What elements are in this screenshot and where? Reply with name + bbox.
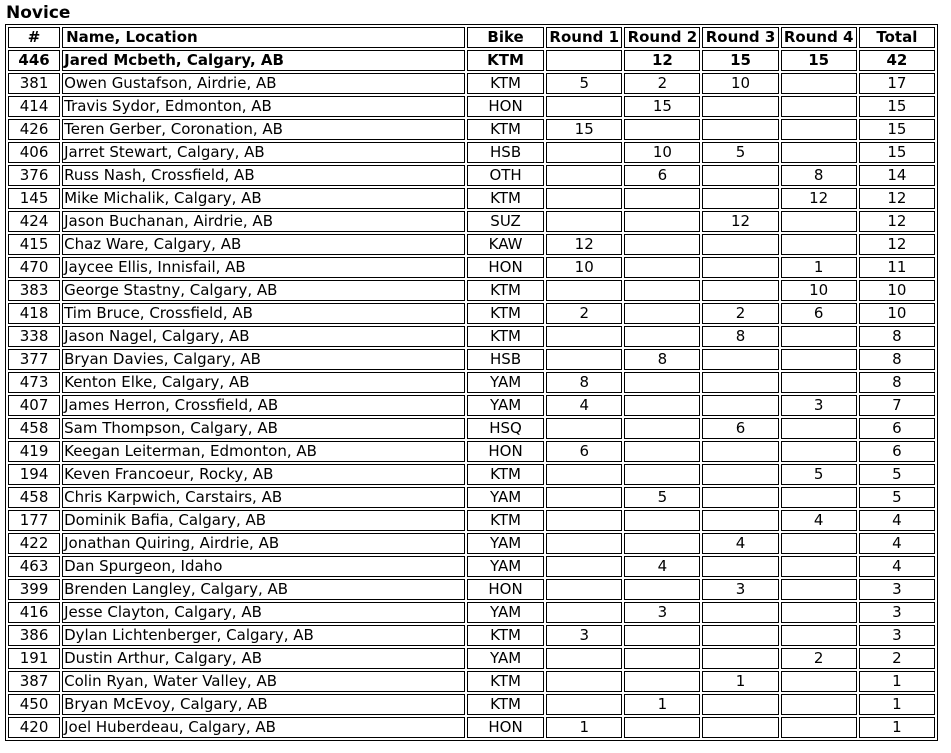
round-1-points — [546, 96, 622, 117]
header-round-1: Round 1 — [546, 27, 622, 48]
round-4-points — [781, 671, 857, 692]
round-4-points: 1 — [781, 257, 857, 278]
rider-number: 422 — [8, 533, 60, 554]
total-points: 15 — [859, 119, 935, 140]
header-row — [8, 27, 935, 48]
total-points: 42 — [859, 50, 935, 71]
round-3-points — [702, 165, 778, 186]
rider-name-location: Dominik Bafia, Calgary, AB — [62, 510, 465, 531]
round-2-points — [624, 188, 700, 209]
bike-brand: HON — [467, 96, 544, 117]
table-row — [8, 418, 935, 439]
table-row — [8, 556, 935, 577]
table-row — [8, 188, 935, 209]
round-4-points: 10 — [781, 280, 857, 301]
bike-brand: KTM — [467, 510, 544, 531]
rider-number: 458 — [8, 487, 60, 508]
round-3-points — [702, 349, 778, 370]
bike-brand: HSQ — [467, 418, 544, 439]
rider-number: 191 — [8, 648, 60, 669]
bike-brand: KTM — [467, 280, 544, 301]
round-1-points — [546, 579, 622, 600]
round-4-points — [781, 602, 857, 623]
rider-name-location: Jason Buchanan, Airdrie, AB — [62, 211, 465, 232]
rider-name-location: Teren Gerber, Coronation, AB — [62, 119, 465, 140]
total-points: 5 — [859, 464, 935, 485]
rider-name-location: Brenden Langley, Calgary, AB — [62, 579, 465, 600]
round-1-points: 8 — [546, 372, 622, 393]
round-2-points — [624, 303, 700, 324]
rider-number: 419 — [8, 441, 60, 462]
rider-name-location: Joel Huberdeau, Calgary, AB — [62, 717, 465, 738]
bike-brand: YAM — [467, 372, 544, 393]
round-2-points — [624, 326, 700, 347]
round-1-points — [546, 556, 622, 577]
bike-brand: KTM — [467, 464, 544, 485]
bike-brand: HON — [467, 579, 544, 600]
round-2-points — [624, 717, 700, 738]
rider-number: 381 — [8, 73, 60, 94]
round-2-points: 15 — [624, 96, 700, 117]
round-2-points — [624, 211, 700, 232]
round-2-points — [624, 464, 700, 485]
table-row — [8, 73, 935, 94]
round-1-points — [546, 487, 622, 508]
header-name-location: Name, Location — [62, 27, 465, 48]
round-1-points: 5 — [546, 73, 622, 94]
rider-number: 450 — [8, 694, 60, 715]
rider-name-location: Dustin Arthur, Calgary, AB — [62, 648, 465, 669]
round-3-points — [702, 625, 778, 646]
bike-brand: YAM — [467, 602, 544, 623]
table-row — [8, 648, 935, 669]
round-3-points: 8 — [702, 326, 778, 347]
bike-brand: SUZ — [467, 211, 544, 232]
round-3-points — [702, 602, 778, 623]
rider-name-location: Jonathan Quiring, Airdrie, AB — [62, 533, 465, 554]
round-4-points: 4 — [781, 510, 857, 531]
table-row — [8, 602, 935, 623]
total-points: 7 — [859, 395, 935, 416]
rider-number: 418 — [8, 303, 60, 324]
total-points: 12 — [859, 211, 935, 232]
rider-number: 458 — [8, 418, 60, 439]
total-points: 3 — [859, 602, 935, 623]
total-points: 4 — [859, 510, 935, 531]
round-1-points — [546, 280, 622, 301]
rider-name-location: Bryan Davies, Calgary, AB — [62, 349, 465, 370]
round-2-points: 6 — [624, 165, 700, 186]
header-number: # — [8, 27, 60, 48]
round-1-points — [546, 510, 622, 531]
rider-name-location: Keegan Leiterman, Edmonton, AB — [62, 441, 465, 462]
table-row — [8, 326, 935, 347]
round-3-points — [702, 372, 778, 393]
round-2-points — [624, 395, 700, 416]
round-1-points — [546, 694, 622, 715]
table-row — [8, 165, 935, 186]
total-points: 8 — [859, 326, 935, 347]
round-2-points — [624, 579, 700, 600]
total-points: 3 — [859, 579, 935, 600]
round-2-points — [624, 648, 700, 669]
header-total: Total — [859, 27, 935, 48]
round-4-points — [781, 717, 857, 738]
rider-number: 416 — [8, 602, 60, 623]
rider-number: 406 — [8, 142, 60, 163]
total-points: 2 — [859, 648, 935, 669]
round-3-points — [702, 234, 778, 255]
table-row — [8, 395, 935, 416]
table-row — [8, 303, 935, 324]
round-4-points: 12 — [781, 188, 857, 209]
round-1-points — [546, 211, 622, 232]
bike-brand: KTM — [467, 625, 544, 646]
round-1-points: 1 — [546, 717, 622, 738]
round-1-points — [546, 165, 622, 186]
bike-brand: KTM — [467, 326, 544, 347]
round-3-points: 10 — [702, 73, 778, 94]
round-3-points — [702, 717, 778, 738]
round-3-points — [702, 694, 778, 715]
total-points: 15 — [859, 142, 935, 163]
rider-name-location: Chris Karpwich, Carstairs, AB — [62, 487, 465, 508]
bike-brand: YAM — [467, 487, 544, 508]
table-row — [8, 441, 935, 462]
table-row — [8, 717, 935, 738]
table-row — [8, 142, 935, 163]
table-row — [8, 694, 935, 715]
round-2-points — [624, 671, 700, 692]
round-2-points — [624, 418, 700, 439]
round-4-points: 3 — [781, 395, 857, 416]
round-3-points — [702, 464, 778, 485]
rider-number: 377 — [8, 349, 60, 370]
bike-brand: HON — [467, 441, 544, 462]
rider-name-location: George Stastny, Calgary, AB — [62, 280, 465, 301]
round-2-points: 1 — [624, 694, 700, 715]
bike-brand: KTM — [467, 73, 544, 94]
round-2-points — [624, 119, 700, 140]
bike-brand: KAW — [467, 234, 544, 255]
total-points: 1 — [859, 717, 935, 738]
rider-number: 376 — [8, 165, 60, 186]
rider-name-location: Jared Mcbeth, Calgary, AB — [62, 50, 465, 71]
round-1-points: 6 — [546, 441, 622, 462]
round-3-points — [702, 257, 778, 278]
total-points: 15 — [859, 96, 935, 117]
round-4-points: 6 — [781, 303, 857, 324]
round-1-points — [546, 533, 622, 554]
round-2-points — [624, 234, 700, 255]
table-row — [8, 257, 935, 278]
total-points: 10 — [859, 280, 935, 301]
round-4-points: 15 — [781, 50, 857, 71]
bike-brand: KTM — [467, 188, 544, 209]
total-points: 1 — [859, 694, 935, 715]
rider-number: 446 — [8, 50, 60, 71]
bike-brand: HSB — [467, 142, 544, 163]
rider-number: 463 — [8, 556, 60, 577]
round-4-points — [781, 694, 857, 715]
round-1-points — [546, 648, 622, 669]
table-row — [8, 579, 935, 600]
rider-number: 424 — [8, 211, 60, 232]
round-1-points — [546, 142, 622, 163]
round-4-points — [781, 234, 857, 255]
round-3-points: 4 — [702, 533, 778, 554]
total-points: 8 — [859, 349, 935, 370]
round-4-points — [781, 625, 857, 646]
round-1-points — [546, 418, 622, 439]
total-points: 12 — [859, 188, 935, 209]
rider-number: 387 — [8, 671, 60, 692]
round-3-points — [702, 510, 778, 531]
header-bike: Bike — [467, 27, 544, 48]
round-4-points: 5 — [781, 464, 857, 485]
round-2-points: 12 — [624, 50, 700, 71]
rider-number: 426 — [8, 119, 60, 140]
round-3-points — [702, 441, 778, 462]
round-1-points: 3 — [546, 625, 622, 646]
rider-name-location: Jaycee Ellis, Innisfail, AB — [62, 257, 465, 278]
header-round-3: Round 3 — [702, 27, 778, 48]
rider-number: 386 — [8, 625, 60, 646]
round-1-points: 2 — [546, 303, 622, 324]
round-4-points: 8 — [781, 165, 857, 186]
total-points: 8 — [859, 372, 935, 393]
round-3-points: 3 — [702, 579, 778, 600]
rider-number: 399 — [8, 579, 60, 600]
round-1-points: 12 — [546, 234, 622, 255]
bike-brand: YAM — [467, 395, 544, 416]
round-3-points — [702, 96, 778, 117]
table-row — [8, 119, 935, 140]
rider-name-location: Chaz Ware, Calgary, AB — [62, 234, 465, 255]
round-4-points — [781, 418, 857, 439]
rider-name-location: Dan Spurgeon, Idaho — [62, 556, 465, 577]
round-1-points — [546, 349, 622, 370]
round-4-points — [781, 579, 857, 600]
rider-number: 470 — [8, 257, 60, 278]
rider-number: 383 — [8, 280, 60, 301]
round-4-points — [781, 556, 857, 577]
round-3-points: 2 — [702, 303, 778, 324]
total-points: 11 — [859, 257, 935, 278]
header-round-4: Round 4 — [781, 27, 857, 48]
round-4-points — [781, 372, 857, 393]
round-4-points — [781, 533, 857, 554]
table-row — [8, 372, 935, 393]
round-4-points — [781, 73, 857, 94]
round-1-points: 4 — [546, 395, 622, 416]
round-2-points: 8 — [624, 349, 700, 370]
table-row — [8, 487, 935, 508]
round-4-points — [781, 441, 857, 462]
total-points: 3 — [859, 625, 935, 646]
bike-brand: YAM — [467, 648, 544, 669]
round-1-points: 10 — [546, 257, 622, 278]
rider-name-location: Sam Thompson, Calgary, AB — [62, 418, 465, 439]
total-points: 5 — [859, 487, 935, 508]
round-3-points — [702, 188, 778, 209]
round-2-points — [624, 533, 700, 554]
round-2-points: 5 — [624, 487, 700, 508]
rider-name-location: James Herron, Crossfield, AB — [62, 395, 465, 416]
total-points: 17 — [859, 73, 935, 94]
round-4-points — [781, 142, 857, 163]
rider-number: 414 — [8, 96, 60, 117]
bike-brand: OTH — [467, 165, 544, 186]
rider-name-location: Jason Nagel, Calgary, AB — [62, 326, 465, 347]
rider-name-location: Jarret Stewart, Calgary, AB — [62, 142, 465, 163]
round-4-points: 2 — [781, 648, 857, 669]
table-row — [8, 464, 935, 485]
table-row — [8, 211, 935, 232]
rider-number: 338 — [8, 326, 60, 347]
round-1-points — [546, 50, 622, 71]
round-4-points — [781, 119, 857, 140]
rider-name-location: Travis Sydor, Edmonton, AB — [62, 96, 465, 117]
bike-brand: HSB — [467, 349, 544, 370]
bike-brand: KTM — [467, 694, 544, 715]
round-1-points — [546, 326, 622, 347]
rider-name-location: Mike Michalik, Calgary, AB — [62, 188, 465, 209]
round-2-points — [624, 510, 700, 531]
total-points: 12 — [859, 234, 935, 255]
rider-number: 473 — [8, 372, 60, 393]
total-points: 4 — [859, 533, 935, 554]
round-1-points — [546, 464, 622, 485]
round-3-points: 5 — [702, 142, 778, 163]
bike-brand: KTM — [467, 671, 544, 692]
round-2-points: 2 — [624, 73, 700, 94]
table-row — [8, 349, 935, 370]
total-points: 4 — [859, 556, 935, 577]
round-1-points — [546, 671, 622, 692]
round-3-points: 12 — [702, 211, 778, 232]
round-3-points: 15 — [702, 50, 778, 71]
round-3-points: 6 — [702, 418, 778, 439]
round-3-points — [702, 556, 778, 577]
round-4-points — [781, 96, 857, 117]
table-row — [8, 96, 935, 117]
round-1-points — [546, 602, 622, 623]
round-4-points — [781, 349, 857, 370]
table-row — [8, 280, 935, 301]
table-row — [8, 533, 935, 554]
round-3-points — [702, 648, 778, 669]
round-4-points — [781, 211, 857, 232]
round-2-points — [624, 625, 700, 646]
rider-name-location: Tim Bruce, Crossfield, AB — [62, 303, 465, 324]
bike-brand: YAM — [467, 556, 544, 577]
rider-number: 420 — [8, 717, 60, 738]
round-4-points — [781, 326, 857, 347]
bike-brand: HON — [467, 717, 544, 738]
table-row — [8, 234, 935, 255]
round-4-points — [781, 487, 857, 508]
round-2-points: 4 — [624, 556, 700, 577]
round-2-points — [624, 280, 700, 301]
round-1-points: 15 — [546, 119, 622, 140]
table-row — [8, 50, 935, 71]
bike-brand: KTM — [467, 50, 544, 71]
rider-name-location: Russ Nash, Crossfield, AB — [62, 165, 465, 186]
page-title: Novice — [6, 3, 71, 23]
round-2-points — [624, 257, 700, 278]
rider-name-location: Owen Gustafson, Airdrie, AB — [62, 73, 465, 94]
table-row — [8, 510, 935, 531]
total-points: 10 — [859, 303, 935, 324]
rider-name-location: Bryan McEvoy, Calgary, AB — [62, 694, 465, 715]
total-points: 14 — [859, 165, 935, 186]
rider-name-location: Dylan Lichtenberger, Calgary, AB — [62, 625, 465, 646]
round-3-points — [702, 280, 778, 301]
rider-number: 407 — [8, 395, 60, 416]
standings-table — [5, 24, 938, 741]
rider-name-location: Kenton Elke, Calgary, AB — [62, 372, 465, 393]
total-points: 6 — [859, 441, 935, 462]
round-2-points: 10 — [624, 142, 700, 163]
round-2-points — [624, 441, 700, 462]
bike-brand: KTM — [467, 119, 544, 140]
round-3-points — [702, 395, 778, 416]
round-3-points — [702, 119, 778, 140]
table-row — [8, 671, 935, 692]
rider-name-location: Keven Francoeur, Rocky, AB — [62, 464, 465, 485]
round-3-points — [702, 487, 778, 508]
round-3-points: 1 — [702, 671, 778, 692]
total-points: 6 — [859, 418, 935, 439]
round-1-points — [546, 188, 622, 209]
rider-name-location: Jesse Clayton, Calgary, AB — [62, 602, 465, 623]
bike-brand: KTM — [467, 303, 544, 324]
rider-number: 177 — [8, 510, 60, 531]
round-2-points: 3 — [624, 602, 700, 623]
total-points: 1 — [859, 671, 935, 692]
table-row — [8, 625, 935, 646]
rider-number: 145 — [8, 188, 60, 209]
rider-number: 415 — [8, 234, 60, 255]
round-2-points — [624, 372, 700, 393]
header-round-2: Round 2 — [624, 27, 700, 48]
rider-number: 194 — [8, 464, 60, 485]
rider-name-location: Colin Ryan, Water Valley, AB — [62, 671, 465, 692]
bike-brand: HON — [467, 257, 544, 278]
bike-brand: YAM — [467, 533, 544, 554]
